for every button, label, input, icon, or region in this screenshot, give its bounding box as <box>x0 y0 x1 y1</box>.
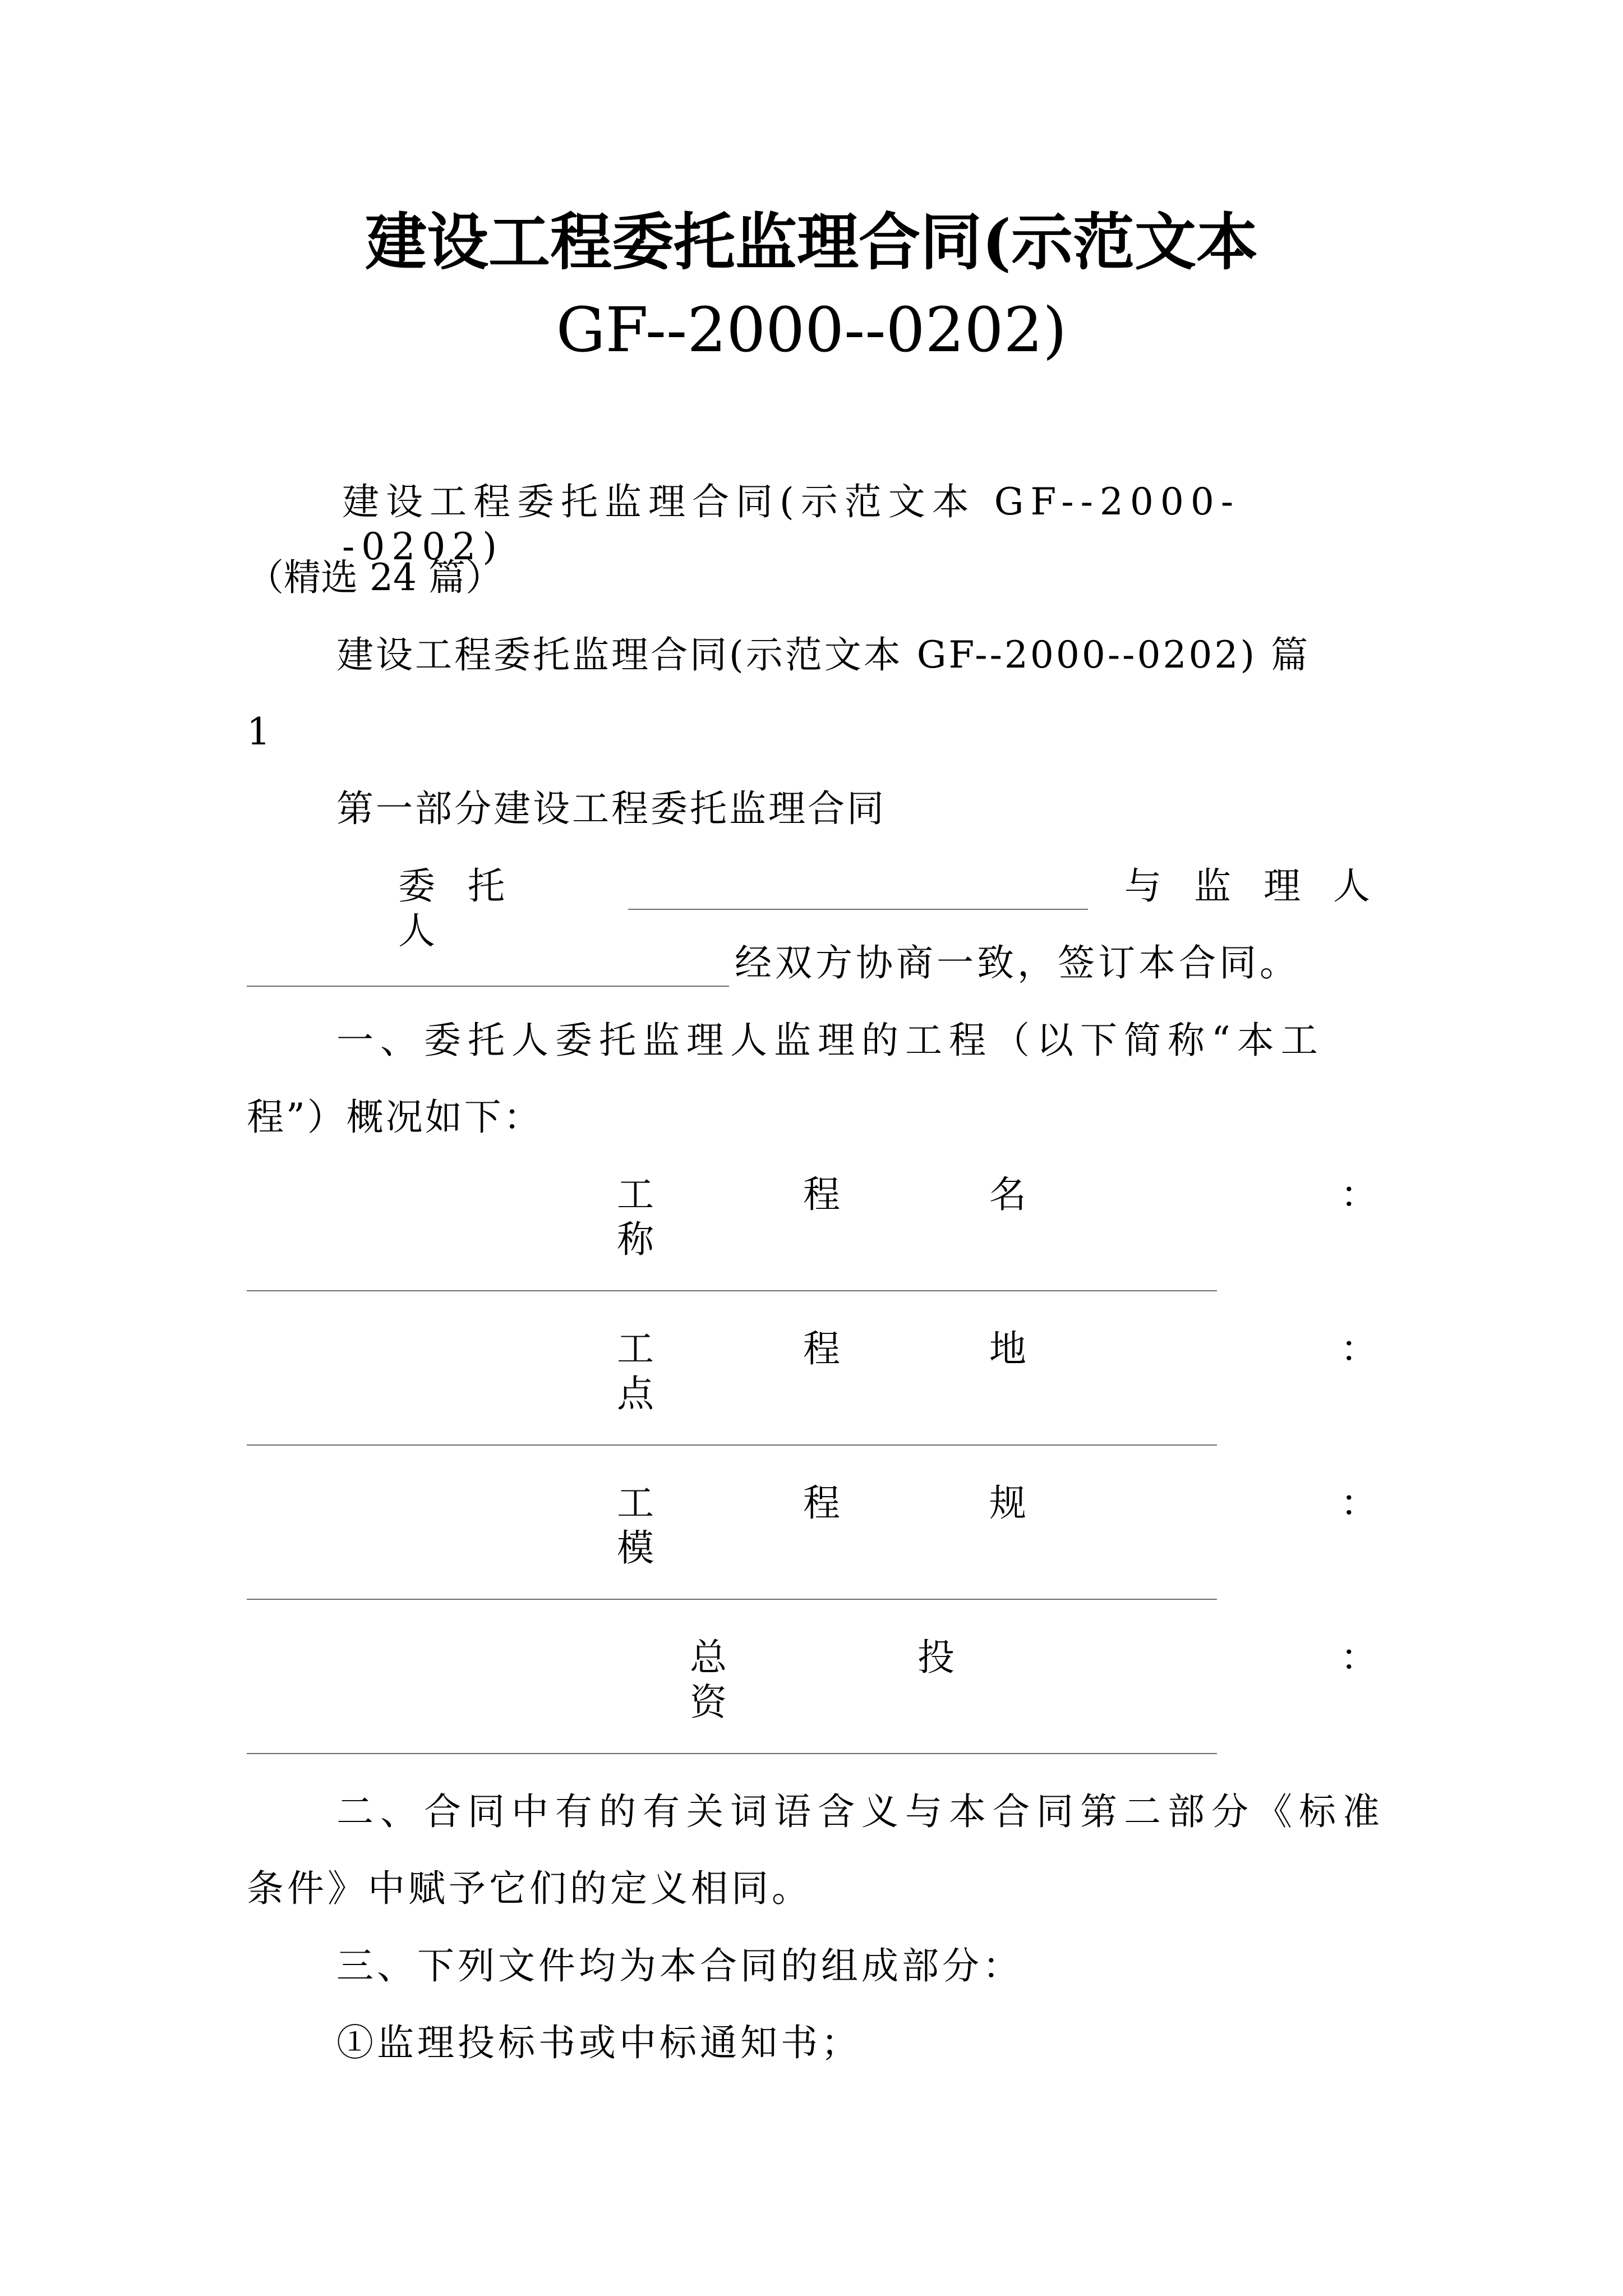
party-suffix: 经双方协商一致，签订本合同。 <box>735 941 1300 984</box>
intro-line-2: （精选 24 篇） <box>247 556 502 599</box>
field-project-location-text: 工程地点 <box>617 1327 1175 1415</box>
field-total-investment-text: 总投资 <box>690 1636 1145 1724</box>
supervisor-blank <box>247 986 729 987</box>
field-project-name-colon: ： <box>1340 1173 1377 1216</box>
clause-3-item-1: ①监理投标书或中标通知书； <box>336 2021 861 2064</box>
clause-3: 三、下列文件均为本合同的组成部分： <box>336 1944 1023 1987</box>
field-project-location-label <box>617 1327 1211 1416</box>
field-project-scale-label <box>617 1481 1211 1571</box>
intro-text: 建设工程委托监理合同(示范文本 GF--2000--0202) <box>342 480 1241 568</box>
clause-2-line-2: 条件》中赋予它们的定义相同。 <box>247 1867 812 1910</box>
field-project-name-blank <box>247 1290 1217 1291</box>
field-project-name-text: 工程名称 <box>617 1173 1175 1261</box>
field-project-location-blank <box>247 1444 1217 1446</box>
party-supervisor-label: 与监理人 <box>1124 864 1403 908</box>
document-title-line-2: GF--2000--0202) <box>556 294 1067 366</box>
field-project-scale-colon: ： <box>1340 1481 1377 1525</box>
client-blank <box>628 909 1088 910</box>
field-project-name-label <box>617 1172 1211 1262</box>
clause-2-line-1: 二、合同中有的有关词语含义与本合同第二部分《标准 <box>336 1790 1386 1833</box>
party-client-label <box>398 864 594 954</box>
part-heading: 第一部分建设工程委托监理合同 <box>336 787 886 830</box>
field-project-location-colon: ： <box>1340 1327 1377 1370</box>
field-project-scale-text: 工程规模 <box>617 1481 1175 1570</box>
field-total-investment-colon: ： <box>1340 1636 1377 1679</box>
clause-1-line-1: 一、委托人委托监理人监理的工程（以下简称“本工 <box>336 1019 1325 1062</box>
field-project-scale-blank <box>247 1599 1217 1600</box>
field-total-investment-blank <box>247 1753 1217 1754</box>
chapter-line-1: 建设工程委托监理合同(示范文本 GF--2000--0202) 篇 <box>336 633 1311 677</box>
document-title-line-1: 建设工程委托监理合同(示范文本 <box>365 206 1258 278</box>
chapter-line-2: 1 <box>247 710 270 753</box>
party-client-text: 委托人 <box>398 864 537 953</box>
field-total-investment-label <box>690 1635 1183 1725</box>
clause-1-line-2: 程”）概况如下： <box>247 1096 543 1139</box>
